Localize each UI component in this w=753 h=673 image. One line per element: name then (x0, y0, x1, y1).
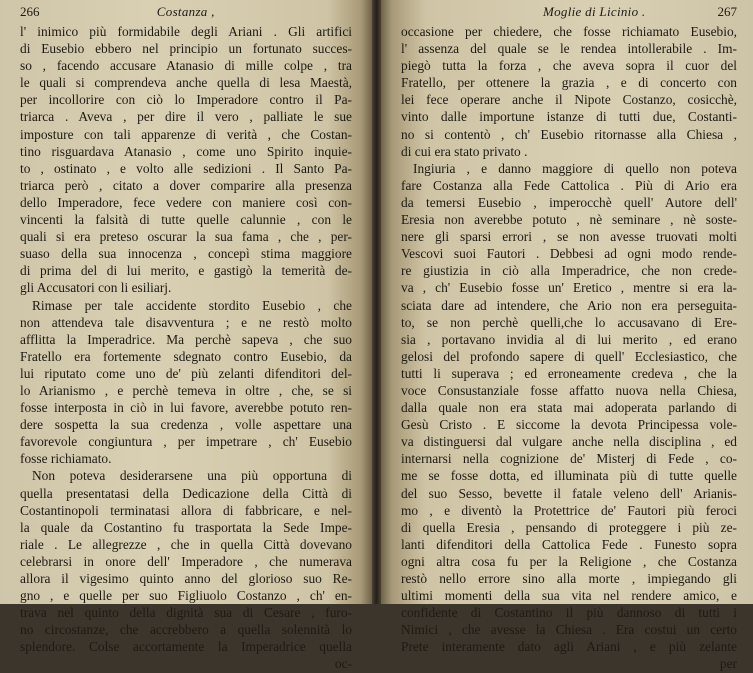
text-line: internarsi nella cognizione de' Misterj di Fede , co- (401, 451, 737, 467)
text-line: ultimi momenti della sua vita nel rendere amico, e (401, 588, 737, 604)
text-line: mo , e diventò la Protettrice de' Fautori più feroci (401, 502, 737, 518)
text-line: allora il vigesimo quinto anno del glorioso suo Re- (20, 571, 352, 586)
text-line: Rimase per tale accidente stordito Eusebio , che (32, 297, 352, 313)
page-number: 266 (20, 4, 40, 19)
text-line: di prima del di lui merito, e gastigò la temerità de- (20, 263, 352, 279)
text-line: Costantinopoli terminatasi allora di fabbricare, e nel- (20, 502, 352, 518)
left-page (0, 0, 372, 672)
text-line: triarca . Aveva , per dire il vero , palliate le sue (20, 109, 352, 125)
text-line: suaso della sua innocenza , concepì stima maggiore (20, 246, 352, 262)
text-line: tutti li superava ; ed erroneamente credeva , che la (401, 365, 737, 381)
text-line: Fratello era fortemente sdegnato contro Eusebio, da (20, 348, 352, 364)
text-line: lo Arianismo , e perchè temeva in oltre , che, se si (20, 382, 352, 398)
right-page (381, 0, 753, 672)
text-line: ogni altra cosa fu per la Religione , che Costanza (401, 553, 737, 569)
text-line: fosse interposta in ciò in lui favore, averebbe potuto ren- (20, 400, 352, 416)
text-line: dere sospetta la sua credenza , volle aspettare una (20, 417, 352, 433)
left-page-header (20, 4, 352, 22)
text-line: confidente di Costantino il più dannoso di tutti i (401, 605, 737, 621)
text-line: Vescovi suoi Fautori . Debbesi ad ogni modo rende- (401, 246, 737, 262)
text-line: re giustizia in ciò alla Imperadrice, che non crede- (401, 263, 737, 279)
text-line: restò nello errore sino alla morte , impiegando gli (401, 571, 737, 586)
text-line: l' inimico più formidabile degli Ariani . Gli artifici (20, 24, 352, 39)
text-line: celebrarsi in onore dell' Imperadore , che numerava (20, 553, 352, 569)
text-line: tino risguardava Atanasio , come uno Spirito inquie- (20, 143, 352, 159)
text-line: del suo Sesso, bevette il fatale veleno dell' Arianis- (401, 485, 737, 501)
text-line: Eresia non averebbe potuto , nè seminare , nè soste- (401, 212, 737, 228)
text-line: Prete interamente dato agli Ariani , e più zelante (401, 639, 737, 655)
text-line: la quale da Costantino fu trasportata la Sede Impe- (20, 519, 352, 535)
text-line: gno , e quelle per suo Figliuolo Costanzo , ch' en- (20, 588, 352, 604)
text-line: va , ch' Eusebio fosse un' Eretico , mentre si era la- (401, 280, 737, 296)
text-line: Fratello, per ottenere la grazia , e di concerto con (401, 75, 737, 91)
text-line: voce Consustanziale fosse affatto nuova nella Chiesa, (401, 382, 737, 398)
text-line: dalla quale non era stata mai adoperata parlando di (401, 400, 737, 416)
text-line: quella presentatasi della Dedicazione della Città di (20, 485, 352, 501)
text-line: vinto dalle importune istanze di tutti due, Costanti- (401, 109, 737, 125)
catchword: per (719, 656, 737, 672)
text-line: quali si era preteso oscurar la sua fama , che , per- (20, 229, 352, 245)
text-line: piegò tutta la forza , che aveva sopra il cuor del (401, 58, 737, 74)
text-line: fare Costanza alla Fede Cattolica . Più di Ario era (401, 177, 737, 193)
text-line: da temersi Eusebio , imperocchè quell' Autore dell' (401, 194, 737, 210)
text-line: gli Accusatori con li esiliarj. (20, 280, 172, 296)
text-line: Nimici , che avesse la Chiesa . Era costui un certo (401, 622, 737, 638)
text-line: so , facendo accusare Atanasio di mille colpe , tra (20, 58, 352, 74)
text-line: vincenti la falsità di tutte quelle calunnie , con le (20, 212, 352, 228)
text-line: non attendeva tale disavventura ; e ne restò molto (20, 314, 352, 330)
catchword: oc- (334, 656, 352, 672)
text-line: nere gli sparsi errori , se non avesse truovati molti (401, 229, 737, 245)
text-line: triarca però , citato a dover comparire alla presenza (20, 177, 352, 193)
text-line: Non poteva desiderarsene una più opportuna di (32, 468, 352, 484)
text-line: di cui era stato privato . (401, 143, 528, 159)
text-line: per incollorire con ciò lo Imperadore contro il Pa- (20, 92, 352, 108)
text-line: lanti difenditori della Cattolica Fede . Funesto sopra (401, 536, 737, 552)
right-page-body (401, 23, 737, 673)
text-line: riale . Le allegrezze , che in quella Città dovevano (20, 536, 352, 552)
text-line: Gesù Cristo . E siccome la devota Principessa vole- (401, 417, 737, 433)
text-line: gelosi del profondo sapere di quell' Ecclesiastico, che (401, 348, 737, 364)
text-line: to, se non perchè quelli,che lo accusavano di Ere- (401, 314, 737, 330)
text-line: imposture con tali apparenze di verità , che Costan- (20, 126, 352, 142)
text-line: splendore. Colse accortamente la Imperadrice quella (20, 639, 352, 655)
running-head: Moglie di Licinio . (543, 4, 646, 19)
text-line: no si contentò , ch' Eusebio ritornasse alla Chiesa , (401, 126, 737, 142)
text-line: sia , portavano invidia al di lui merito , ed erano (401, 331, 737, 347)
text-line: lei fece operare anche il Nipote Costanzo, cosicchè, (401, 92, 737, 108)
right-page-header (401, 4, 737, 22)
text-line: dello Imperadore, fece vedere con maniere così con- (20, 194, 352, 210)
text-line: me se fosse dotta, ed illuminata più di tutte quelle (401, 468, 737, 484)
text-line: Ingiuria , e danno maggiore di quello non poteva (413, 160, 737, 176)
text-line: to , ostinato , e volto alle sedizioni . Il Santo Pa- (20, 160, 352, 176)
text-line: occasione per chiedere, che fosse richiamato Eusebio, (401, 24, 737, 39)
text-line: fosse richiamato. (20, 451, 112, 467)
book-gutter (372, 0, 381, 604)
text-line: afflitta la Imperadrice. Ma perchè sapeva , che suo (20, 331, 352, 347)
text-line: no circostanze, che accrebbero a quella solennità lo (20, 622, 352, 638)
text-line: va distinguersi dal vulgare anche nella disciplina , ed (401, 434, 737, 450)
text-line: l' assenza del quale se le rendea intollerabile . Im- (401, 41, 737, 57)
running-head: Costanza , (156, 4, 215, 19)
left-page-body (20, 23, 352, 673)
text-line: trava nel quinto della dignità sua di Cesare , furo- (20, 605, 352, 621)
text-line: le quali si comprendeva anche quella di lesa Maestà, (20, 75, 352, 91)
text-line: di Eusebio ebbero nel principio un fortunato succes- (20, 41, 352, 57)
text-line: favorevole congiuntura , per impetrare , ch' Eusebio (20, 434, 352, 450)
text-line: lui riputato come uno de' più zelanti difenditori del- (20, 365, 352, 381)
page-number: 267 (717, 4, 737, 19)
text-line: di quella Eresia , pensando di proteggere i più ze- (401, 519, 737, 535)
text-line: sciata dare ad intendere, che Ario non era perseguita- (401, 297, 737, 313)
